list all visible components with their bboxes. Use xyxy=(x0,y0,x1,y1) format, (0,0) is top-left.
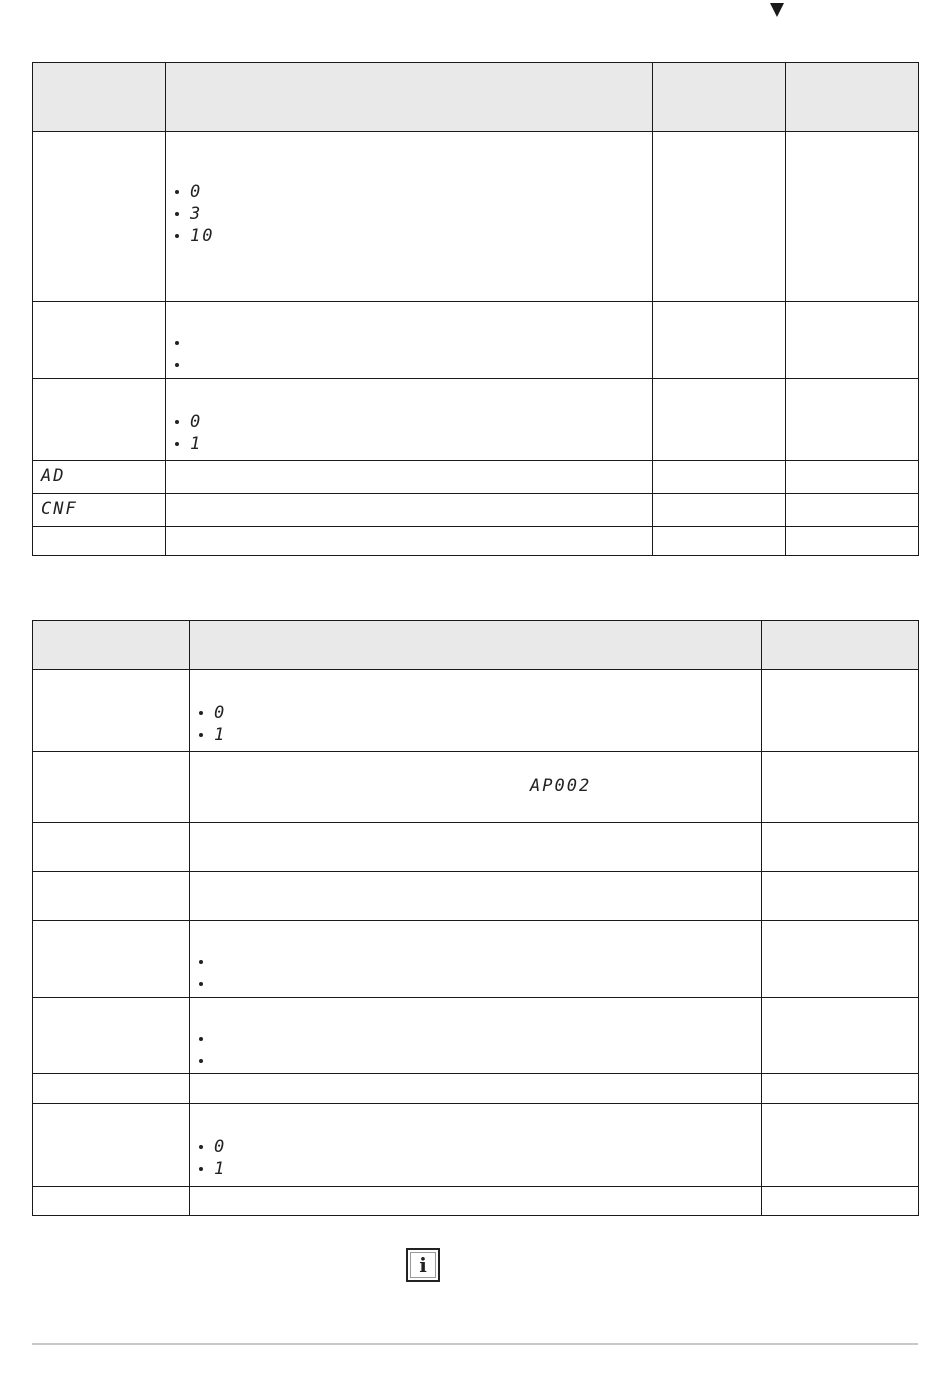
list-item: 0 xyxy=(196,1136,755,1158)
table-row xyxy=(33,379,919,461)
display-code: AD xyxy=(41,466,66,486)
list-item xyxy=(172,332,646,354)
info-glyph: i xyxy=(410,1252,436,1278)
table-header-row xyxy=(33,621,919,670)
table-row xyxy=(33,752,919,823)
table-row xyxy=(33,461,919,494)
list-item: 1 xyxy=(172,433,646,455)
option-list xyxy=(196,1028,755,1072)
table-row xyxy=(33,1104,919,1187)
header-cell xyxy=(786,63,919,132)
table-row xyxy=(33,132,919,302)
footer-divider xyxy=(32,1343,918,1345)
display-code: AP002 xyxy=(530,776,592,796)
table-row xyxy=(33,1187,919,1216)
option-list xyxy=(172,411,646,455)
table-row xyxy=(33,823,919,872)
list-item xyxy=(196,973,755,995)
header-cell xyxy=(33,63,166,132)
header-cell xyxy=(190,621,762,670)
list-item xyxy=(196,951,755,973)
parameter-table-1 xyxy=(32,62,919,556)
table-row xyxy=(33,302,919,379)
header-cell xyxy=(33,621,190,670)
list-item: 1 xyxy=(196,1158,755,1180)
table-row xyxy=(33,494,919,527)
list-item xyxy=(172,354,646,376)
list-item: 3 xyxy=(172,203,646,225)
option-list xyxy=(172,332,646,376)
display-code: CNF xyxy=(41,499,78,519)
option-list xyxy=(196,1136,755,1180)
parameter-table-2 xyxy=(32,620,919,1216)
table-row xyxy=(33,921,919,998)
list-item xyxy=(196,1028,755,1050)
header-cell xyxy=(166,63,653,132)
table-row xyxy=(33,527,919,556)
list-item: 0 xyxy=(172,181,646,203)
table-row xyxy=(33,998,919,1074)
table-header-row xyxy=(33,63,919,132)
list-item xyxy=(196,1050,755,1072)
info-icon xyxy=(406,1248,440,1282)
table-row xyxy=(33,872,919,921)
list-item: 0 xyxy=(172,411,646,433)
header-cell xyxy=(653,63,786,132)
table-row xyxy=(33,1074,919,1104)
header-cell xyxy=(762,621,919,670)
list-item: 1 xyxy=(196,724,755,746)
list-item: 0 xyxy=(196,702,755,724)
table-row xyxy=(33,670,919,752)
list-item: 10 xyxy=(172,225,646,247)
option-list xyxy=(196,702,755,746)
option-list xyxy=(172,181,646,247)
corner-triangle-icon xyxy=(770,3,784,17)
option-list xyxy=(196,951,755,995)
